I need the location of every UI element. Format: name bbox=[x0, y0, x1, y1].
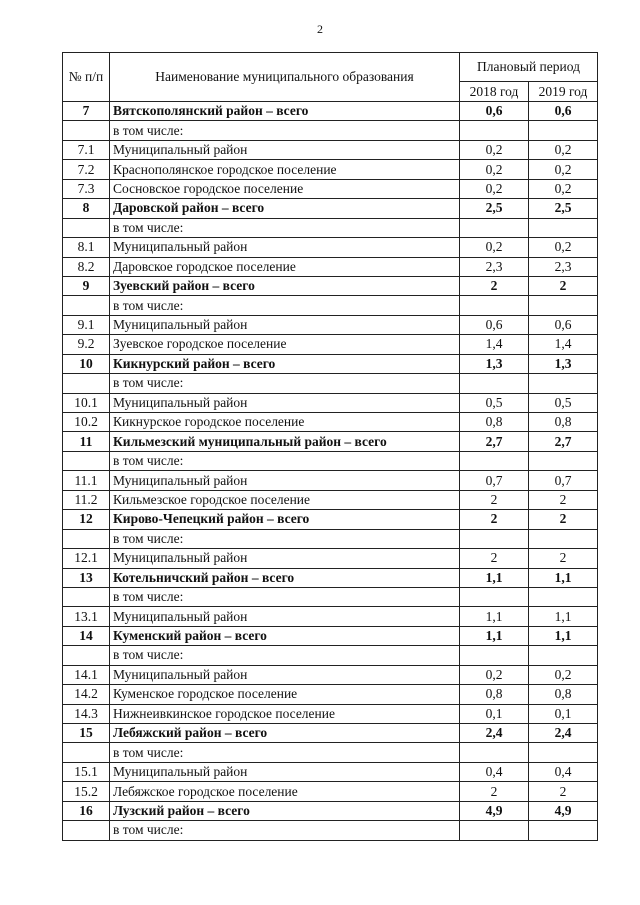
value-2018: 0,2 bbox=[460, 238, 529, 257]
value-2018: 2 bbox=[460, 782, 529, 801]
row-name: Куменское городское поселение bbox=[110, 685, 460, 704]
value-2019: 0,4 bbox=[529, 762, 598, 781]
row-number bbox=[63, 296, 110, 315]
row-number: 7.1 bbox=[63, 140, 110, 159]
table-row bbox=[63, 529, 598, 548]
row-number bbox=[63, 587, 110, 606]
row-name: Муниципальный район bbox=[110, 393, 460, 412]
row-number: 12.1 bbox=[63, 549, 110, 568]
row-number bbox=[63, 218, 110, 237]
value-2018: 0,7 bbox=[460, 471, 529, 490]
table-row bbox=[63, 451, 598, 470]
value-2018: 1,4 bbox=[460, 335, 529, 354]
row-name: Нижнеивкинское городское поселение bbox=[110, 704, 460, 723]
table-row bbox=[63, 587, 598, 606]
value-2019: 0,8 bbox=[529, 685, 598, 704]
row-number: 10 bbox=[63, 354, 110, 373]
row-name: Кикнурский район – всего bbox=[110, 354, 460, 373]
value-2018: 0,8 bbox=[460, 413, 529, 432]
value-2019: 1,1 bbox=[529, 626, 598, 645]
value-2019: 0,5 bbox=[529, 393, 598, 412]
table-row bbox=[63, 160, 598, 179]
header-num: № п/п bbox=[63, 53, 110, 102]
table-row bbox=[63, 762, 598, 781]
row-number: 14.3 bbox=[63, 704, 110, 723]
value-2019: 0,7 bbox=[529, 471, 598, 490]
header-year-2019: 2019 год bbox=[529, 82, 598, 102]
value-2019: 4,9 bbox=[529, 801, 598, 820]
row-number: 10.2 bbox=[63, 413, 110, 432]
table-row-total bbox=[63, 102, 598, 121]
page-number: 2 bbox=[317, 22, 323, 36]
row-number: 14.2 bbox=[63, 685, 110, 704]
table-row-total bbox=[63, 510, 598, 529]
row-name: в том числе: bbox=[110, 743, 460, 762]
row-name: Лебяжское городское поселение bbox=[110, 782, 460, 801]
value-2019: 0,6 bbox=[529, 315, 598, 334]
table-row bbox=[63, 471, 598, 490]
table-row bbox=[63, 490, 598, 509]
row-number: 16 bbox=[63, 801, 110, 820]
row-name: в том числе: bbox=[110, 587, 460, 606]
value-2018: 2,3 bbox=[460, 257, 529, 276]
row-number: 14 bbox=[63, 626, 110, 645]
row-name: Вятскополянский район – всего bbox=[110, 102, 460, 121]
value-2018: 0,6 bbox=[460, 315, 529, 334]
table-row bbox=[63, 315, 598, 334]
row-name: в том числе: bbox=[110, 218, 460, 237]
header-year-2018: 2018 год bbox=[460, 82, 529, 102]
row-number bbox=[63, 529, 110, 548]
row-number: 14.1 bbox=[63, 665, 110, 684]
table-row-total bbox=[63, 568, 598, 587]
row-number: 7 bbox=[63, 102, 110, 121]
value-2019 bbox=[529, 743, 598, 762]
table-row bbox=[63, 140, 598, 159]
row-number: 9.2 bbox=[63, 335, 110, 354]
value-2018: 1,1 bbox=[460, 568, 529, 587]
table-row bbox=[63, 665, 598, 684]
value-2018: 0,8 bbox=[460, 685, 529, 704]
value-2019 bbox=[529, 529, 598, 548]
value-2019: 1,1 bbox=[529, 568, 598, 587]
row-number: 8 bbox=[63, 199, 110, 218]
value-2019 bbox=[529, 296, 598, 315]
value-2018 bbox=[460, 296, 529, 315]
table-row bbox=[63, 393, 598, 412]
value-2019: 0,2 bbox=[529, 140, 598, 159]
value-2019 bbox=[529, 374, 598, 393]
value-2018: 0,2 bbox=[460, 160, 529, 179]
row-name: в том числе: bbox=[110, 646, 460, 665]
value-2018: 2 bbox=[460, 276, 529, 295]
table-row bbox=[63, 374, 598, 393]
value-2019: 2,5 bbox=[529, 199, 598, 218]
value-2018 bbox=[460, 529, 529, 548]
value-2019: 1,1 bbox=[529, 607, 598, 626]
table-row bbox=[63, 743, 598, 762]
table-row bbox=[63, 296, 598, 315]
table-row bbox=[63, 549, 598, 568]
row-name: Зуевское городское поселение bbox=[110, 335, 460, 354]
table-row bbox=[63, 413, 598, 432]
value-2019 bbox=[529, 587, 598, 606]
row-number bbox=[63, 821, 110, 840]
value-2018: 0,6 bbox=[460, 102, 529, 121]
row-name: Лузский район – всего bbox=[110, 801, 460, 820]
value-2018: 0,5 bbox=[460, 393, 529, 412]
value-2019: 0,8 bbox=[529, 413, 598, 432]
row-name: Кильмезский муниципальный район – всего bbox=[110, 432, 460, 451]
row-number bbox=[63, 646, 110, 665]
row-number: 13 bbox=[63, 568, 110, 587]
row-name: Кикнурское городское поселение bbox=[110, 413, 460, 432]
row-number: 7.2 bbox=[63, 160, 110, 179]
row-name: в том числе: bbox=[110, 451, 460, 470]
row-number: 15.2 bbox=[63, 782, 110, 801]
row-name: Даровское городское поселение bbox=[110, 257, 460, 276]
value-2018 bbox=[460, 646, 529, 665]
value-2018 bbox=[460, 743, 529, 762]
table-row bbox=[63, 257, 598, 276]
value-2019: 2,3 bbox=[529, 257, 598, 276]
value-2018: 0,4 bbox=[460, 762, 529, 781]
value-2019: 0,6 bbox=[529, 102, 598, 121]
row-number: 15 bbox=[63, 724, 110, 743]
row-name: Муниципальный район bbox=[110, 140, 460, 159]
row-number: 9 bbox=[63, 276, 110, 295]
value-2018: 2,5 bbox=[460, 199, 529, 218]
row-name: Даровской район – всего bbox=[110, 199, 460, 218]
value-2019: 0,2 bbox=[529, 238, 598, 257]
value-2019: 2 bbox=[529, 782, 598, 801]
row-name: в том числе: bbox=[110, 121, 460, 140]
value-2018: 2 bbox=[460, 549, 529, 568]
value-2018: 2,4 bbox=[460, 724, 529, 743]
value-2019: 2 bbox=[529, 510, 598, 529]
value-2019 bbox=[529, 218, 598, 237]
value-2018: 2 bbox=[460, 510, 529, 529]
value-2018: 2 bbox=[460, 490, 529, 509]
row-name: Кильмезское городское поселение bbox=[110, 490, 460, 509]
value-2019: 1,3 bbox=[529, 354, 598, 373]
row-name: в том числе: bbox=[110, 821, 460, 840]
row-name: Зуевский район – всего bbox=[110, 276, 460, 295]
table-row bbox=[63, 607, 598, 626]
value-2018 bbox=[460, 451, 529, 470]
table-row bbox=[63, 704, 598, 723]
row-number: 10.1 bbox=[63, 393, 110, 412]
table-row bbox=[63, 218, 598, 237]
row-number: 11 bbox=[63, 432, 110, 451]
value-2019: 2 bbox=[529, 549, 598, 568]
value-2018: 1,3 bbox=[460, 354, 529, 373]
header-period: Плановый период bbox=[460, 53, 598, 82]
value-2018: 0,2 bbox=[460, 179, 529, 198]
value-2018: 0,2 bbox=[460, 140, 529, 159]
row-name: Муниципальный район bbox=[110, 238, 460, 257]
row-name: Куменский район – всего bbox=[110, 626, 460, 645]
table-row-total bbox=[63, 432, 598, 451]
row-number bbox=[63, 121, 110, 140]
row-number: 12 bbox=[63, 510, 110, 529]
value-2019: 2 bbox=[529, 276, 598, 295]
value-2018: 0,2 bbox=[460, 665, 529, 684]
row-number: 11.2 bbox=[63, 490, 110, 509]
row-number bbox=[63, 743, 110, 762]
value-2018 bbox=[460, 218, 529, 237]
value-2019: 0,2 bbox=[529, 179, 598, 198]
value-2019: 2,4 bbox=[529, 724, 598, 743]
table-row-total bbox=[63, 199, 598, 218]
row-number: 11.1 bbox=[63, 471, 110, 490]
table-row bbox=[63, 121, 598, 140]
row-name: в том числе: bbox=[110, 529, 460, 548]
row-name: Краснополянское городское поселение bbox=[110, 160, 460, 179]
table-row bbox=[63, 782, 598, 801]
table-row-total bbox=[63, 626, 598, 645]
value-2018: 2,7 bbox=[460, 432, 529, 451]
value-2018: 1,1 bbox=[460, 607, 529, 626]
header-name: Наименование муниципального образования bbox=[110, 53, 460, 102]
plan-table bbox=[62, 52, 598, 841]
row-number: 9.1 bbox=[63, 315, 110, 334]
value-2019: 2 bbox=[529, 490, 598, 509]
value-2018: 4,9 bbox=[460, 801, 529, 820]
row-name: Муниципальный район bbox=[110, 549, 460, 568]
table-row bbox=[63, 335, 598, 354]
row-number: 7.3 bbox=[63, 179, 110, 198]
value-2018: 0,1 bbox=[460, 704, 529, 723]
row-number: 8.1 bbox=[63, 238, 110, 257]
row-name: Сосновское городское поселение bbox=[110, 179, 460, 198]
table-row-total bbox=[63, 354, 598, 373]
table-row bbox=[63, 646, 598, 665]
value-2019: 1,4 bbox=[529, 335, 598, 354]
table-row bbox=[63, 179, 598, 198]
table-row-total bbox=[63, 801, 598, 820]
table-row bbox=[63, 685, 598, 704]
value-2019: 0,2 bbox=[529, 160, 598, 179]
row-name: Муниципальный район bbox=[110, 607, 460, 626]
row-name: Муниципальный район bbox=[110, 315, 460, 334]
table-row bbox=[63, 821, 598, 840]
row-name: Лебяжский район – всего bbox=[110, 724, 460, 743]
row-name: в том числе: bbox=[110, 296, 460, 315]
row-number bbox=[63, 451, 110, 470]
value-2018 bbox=[460, 121, 529, 140]
value-2019 bbox=[529, 121, 598, 140]
value-2018 bbox=[460, 587, 529, 606]
value-2019 bbox=[529, 821, 598, 840]
table-row-total bbox=[63, 724, 598, 743]
row-name: в том числе: bbox=[110, 374, 460, 393]
row-name: Муниципальный район bbox=[110, 762, 460, 781]
value-2018 bbox=[460, 821, 529, 840]
row-name: Котельничский район – всего bbox=[110, 568, 460, 587]
row-name: Кирово-Чепецкий район – всего bbox=[110, 510, 460, 529]
value-2019 bbox=[529, 451, 598, 470]
row-name: Муниципальный район bbox=[110, 471, 460, 490]
value-2019: 2,7 bbox=[529, 432, 598, 451]
value-2019 bbox=[529, 646, 598, 665]
row-number bbox=[63, 374, 110, 393]
row-number: 8.2 bbox=[63, 257, 110, 276]
table-row-total bbox=[63, 276, 598, 295]
value-2019: 0,2 bbox=[529, 665, 598, 684]
value-2019: 0,1 bbox=[529, 704, 598, 723]
table-body bbox=[63, 102, 598, 841]
row-number: 13.1 bbox=[63, 607, 110, 626]
value-2018 bbox=[460, 374, 529, 393]
table-row bbox=[63, 238, 598, 257]
value-2018: 1,1 bbox=[460, 626, 529, 645]
row-number: 15.1 bbox=[63, 762, 110, 781]
row-name: Муниципальный район bbox=[110, 665, 460, 684]
